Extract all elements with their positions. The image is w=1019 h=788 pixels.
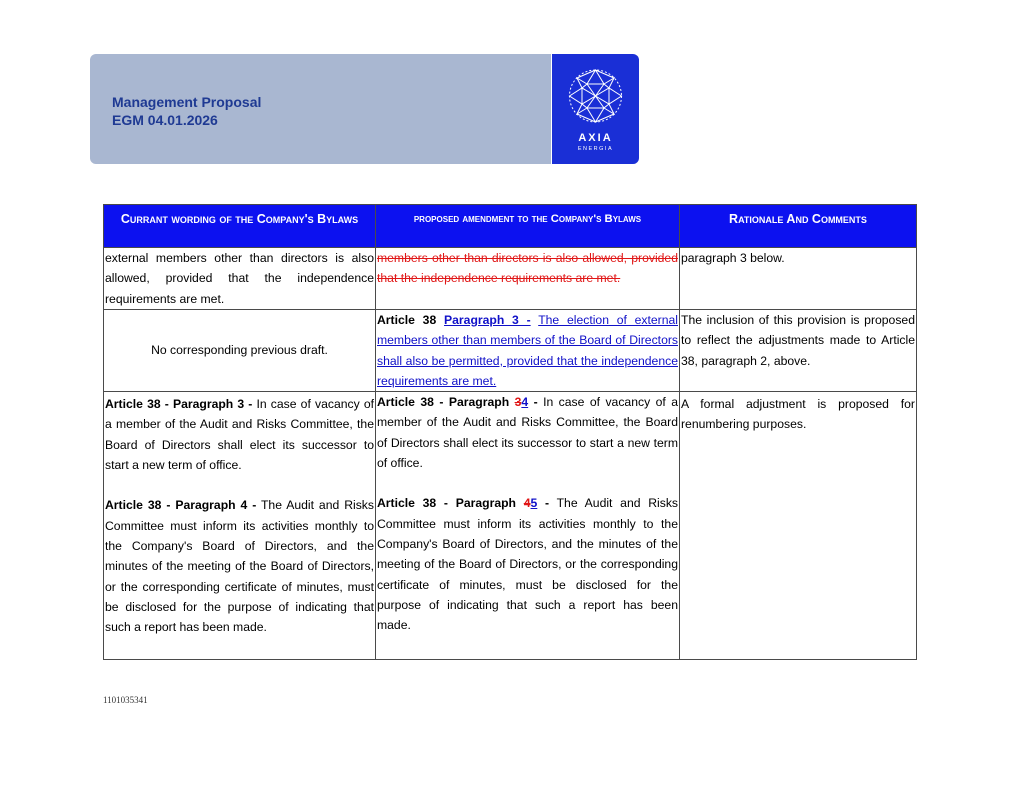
rationale-cell: [680, 248, 917, 310]
bylaws-comparison-table: [103, 204, 917, 660]
globe-logo-icon: [567, 66, 624, 126]
logo-name: AXIA: [578, 132, 613, 144]
proposed-amendment-cell: [376, 392, 680, 660]
proposed-amendment-cell: [376, 248, 680, 310]
table-row: [104, 248, 917, 310]
current-wording-cell: [104, 248, 376, 310]
document-title: [112, 93, 261, 129]
inserted-heading: Paragraph 3 -: [444, 313, 531, 327]
current-paragraph-4: Article 38 - Paragraph 4 - The Audit and Risks Committee must inform its activities monthly to the Company's Board of Directors, and the minutes of the meeting of the Board of Directors, or the corresponding certificate of minutes, must be disclosed for the purpose of indicating that such a report has been made.: [105, 498, 374, 635]
document-id: 1101035341: [103, 695, 148, 705]
title-line-1: Management Proposal: [112, 94, 262, 110]
logo-subtitle: ENERGIA: [577, 146, 614, 152]
current-paragraph-3: Article 38 - Paragraph 3 - In case of vacancy of a member of the Audit and Risks Committee, the Board of Directors shall elect its successor to start a new term of office.: [105, 397, 374, 473]
deleted-number: 4: [523, 496, 531, 511]
current-wording-text: No corresponding previous draft.: [151, 343, 328, 358]
rationale-cell: [680, 310, 917, 392]
proposed-amendment-cell: [376, 310, 680, 392]
rationale-text: paragraph 3 below.: [681, 251, 785, 265]
column-header-rationale: Rationale And Comments: [680, 205, 917, 248]
rationale-text: The inclusion of this provision is proposed to reflect the adjustments made to Article 38, paragraph 2, above.: [681, 313, 915, 368]
rationale-cell: [680, 392, 917, 660]
proposed-amendment-text: [377, 310, 678, 391]
table-header-row: [104, 205, 917, 248]
table-row: [104, 392, 917, 660]
column-header-proposed: proposed amendment to the Company's Bylaws: [376, 205, 680, 248]
table-row: [104, 310, 917, 392]
current-wording-cell: [104, 392, 376, 660]
column-header-current: Currant wording of the Company's Bylaws: [104, 205, 376, 248]
company-logo: [552, 54, 639, 164]
title-line-2: EGM 04.01.2026: [112, 112, 218, 128]
deleted-number: 3: [514, 395, 522, 410]
inserted-text: The election of external members other than members of the Board of Directors shall also be permitted, provided that the independence requirements are met.: [377, 313, 678, 388]
proposed-paragraph-5: Article 38 - Paragraph 45 - The Audit and Risks Committee must inform its activities monthly to the Company's Board of Directors, and the minutes of the meeting of the Board of Directors, or the corresponding certificate of minutes, must be disclosed for the purpose of indicating that such a report has been made.: [377, 496, 679, 633]
inserted-number: 5: [530, 496, 538, 511]
inserted-number: 4: [521, 395, 529, 410]
current-wording-cell: [104, 310, 376, 392]
article-heading: Article 38: [377, 313, 437, 327]
deleted-text: members other than directors is also allowed, provided that the independence requirements are met.: [377, 251, 678, 286]
current-wording-text: external members other than directors is also allowed, provided that the independence requirements are met.: [105, 251, 374, 306]
rationale-text: A formal adjustment is proposed for renumbering purposes.: [681, 397, 915, 432]
proposed-paragraph-4: Article 38 - Paragraph 34 - In case of vacancy of a member of the Audit and Risks Committee, the Board of Directors shall elect its successor to start a new term of office.: [377, 395, 678, 471]
